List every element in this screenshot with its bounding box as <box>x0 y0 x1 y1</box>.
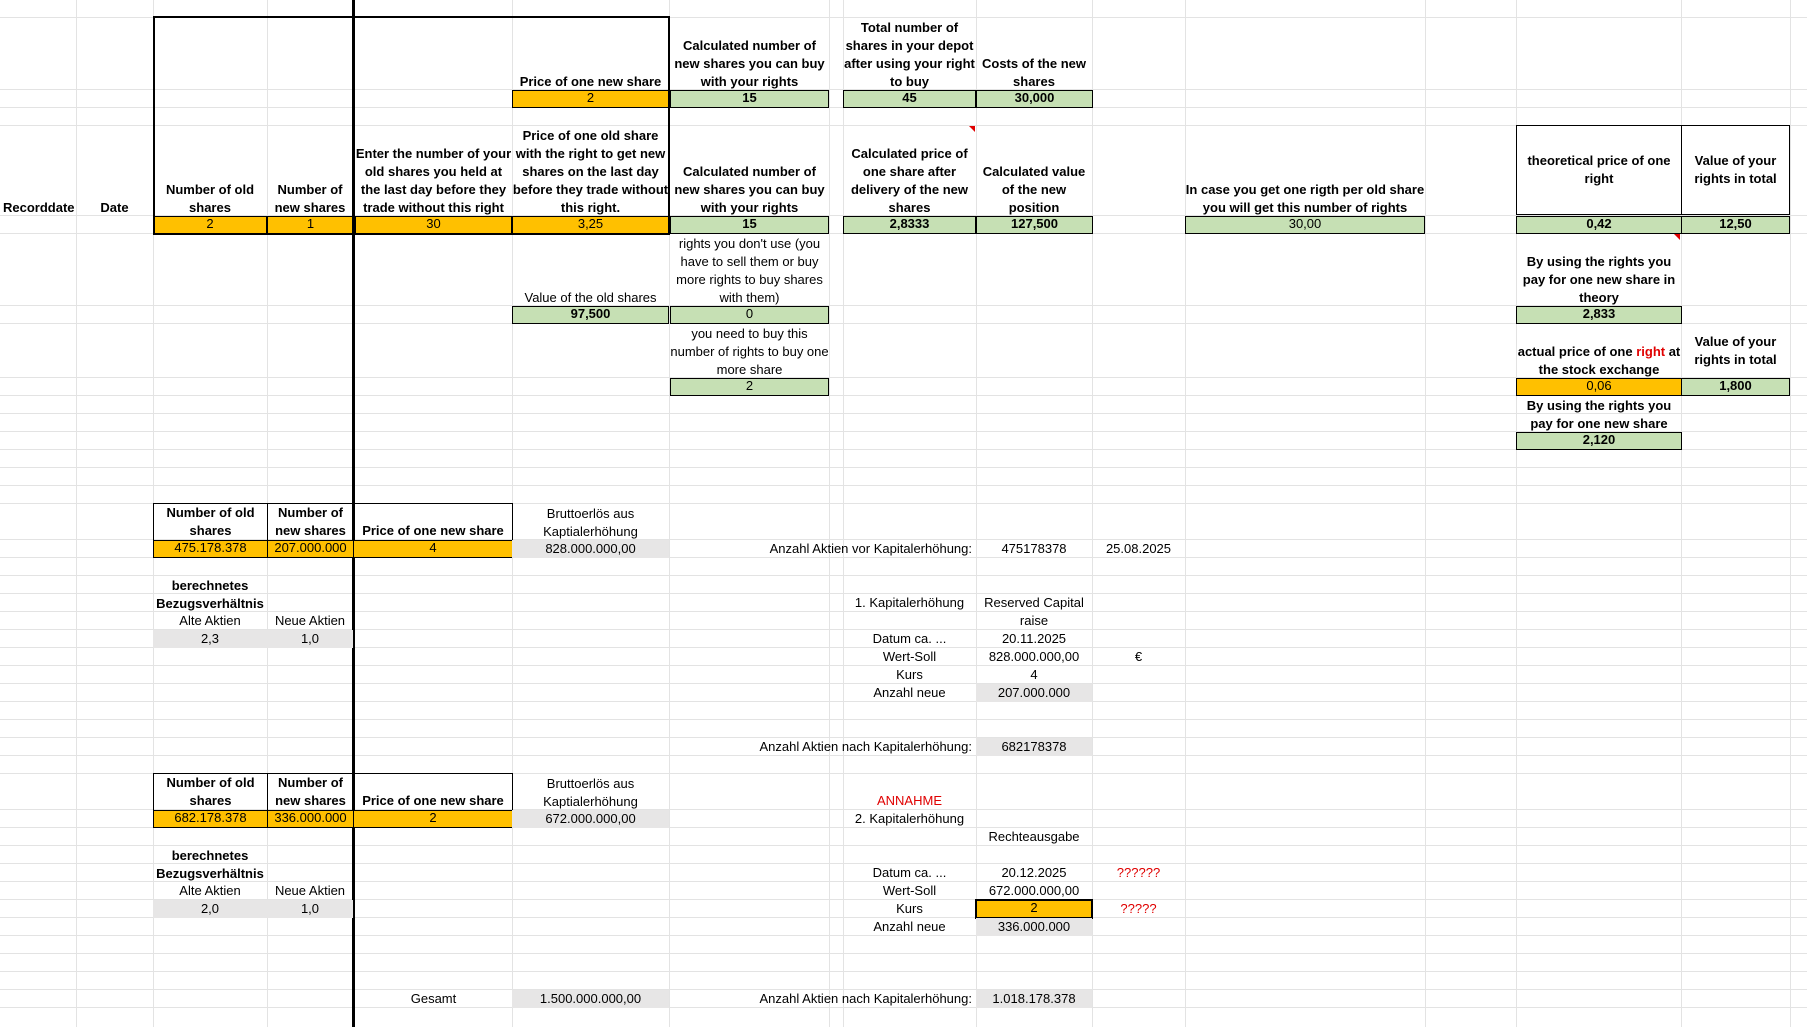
header-price-old-share: Price of one old share with the right to get new shares on the last day before they trade without this right. <box>512 128 669 215</box>
gridline <box>1185 0 1186 1027</box>
cap1-datum-value[interactable]: 20.11.2025 <box>1001 631 1067 646</box>
label-actual-price: actual price of one right at the stock exchange <box>1517 344 1681 377</box>
pay-theory-value[interactable]: 2,833 <box>1516 306 1682 324</box>
b1-header-price-new: Price of one new share <box>353 503 513 541</box>
header-in-case-rights: In case you get one rigth per old share you will get this number of rights <box>1185 182 1425 215</box>
header-costs-new: Costs of the new shares <box>981 56 1086 89</box>
cap2-kurs-label: Kurs <box>896 901 923 916</box>
b2-new-shares-input[interactable]: 336.000.000 <box>267 810 354 828</box>
cap2-wert-label: Wert-Soll <box>882 883 937 898</box>
cap1-title: 1. Kapitalerhöhung <box>854 595 965 610</box>
total-depot-value[interactable]: 45 <box>843 90 976 108</box>
b2-price-new-input[interactable]: 2 <box>353 810 513 828</box>
header-calc-new-shares-2: Calculated number of new shares you can buy with your rights <box>674 164 825 215</box>
header-calc-value-position: Calculated value of the new position <box>982 164 1086 215</box>
cap2-kurs-input[interactable]: 2 <box>975 899 1093 919</box>
totals-nach-value[interactable]: 1.018.178.378 <box>976 990 1092 1008</box>
need-to-buy-value[interactable]: 2 <box>670 378 829 396</box>
b1-alte-value[interactable]: 2,3 <box>153 630 267 648</box>
input-block-border-left <box>153 16 155 235</box>
b1-header-new-shares: Number of new shares <box>267 503 354 541</box>
actual-price-input[interactable]: 0,06 <box>1516 378 1682 396</box>
gridline <box>0 845 1807 846</box>
b1-ratio-title: berechnetes Bezugsverhältnis <box>156 578 264 611</box>
b2-neue-value[interactable]: 1,0 <box>267 900 353 918</box>
cap2-anzahl-value[interactable]: 336.000.000 <box>976 918 1092 936</box>
gridline <box>0 575 1807 576</box>
header-calc-price-old: Calculated price of one share after delivery of the new shares <box>850 146 969 215</box>
cap2-datum-question: ?????? <box>1116 865 1161 880</box>
input-block-border-bottom <box>153 233 670 235</box>
price-new-share-input[interactable]: 2 <box>512 90 669 108</box>
entered-old-shares-input[interactable]: 30 <box>355 216 512 234</box>
header-date: Date <box>100 200 129 215</box>
b1-neue-label: Neue Aktien <box>274 613 346 628</box>
b1-old-shares-input[interactable]: 475.178.378 <box>153 540 268 558</box>
b2-header-new-shares: Number of new shares <box>267 773 354 811</box>
calc-value-position-value[interactable]: 127,500 <box>976 216 1093 234</box>
gridline <box>829 0 830 1027</box>
cap2-annahme: ANNAHME <box>876 793 942 808</box>
header-old-shares: Number of old shares <box>165 182 255 215</box>
cap1-anzahl-vor-label: Anzahl Aktien vor Kapitalerhöhung: <box>769 541 972 556</box>
cap2-kurs-question: ????? <box>1120 901 1157 916</box>
b1-brutto-value[interactable]: 828.000.000,00 <box>512 540 669 558</box>
header-new-shares: Number of new shares <box>274 182 346 215</box>
cap1-kurs-label: Kurs <box>896 667 923 682</box>
label-rights-not-use: rights you don't use (you have to sell them or buy more rights to buy shares with them) <box>676 236 823 305</box>
gridline <box>0 971 1807 972</box>
cap2-datum-value[interactable]: 20.12.2025 <box>1001 865 1067 880</box>
cap2-anzahl-label: Anzahl neue <box>873 919 946 934</box>
input-block-border-top <box>153 16 670 18</box>
b2-ratio-title: berechnetes Bezugsverhältnis <box>156 848 264 881</box>
new-shares-input[interactable]: 1 <box>267 216 354 234</box>
value-old-shares[interactable]: 97,500 <box>512 306 669 324</box>
cap1-nach-value[interactable]: 682178378 <box>976 738 1092 756</box>
gridline <box>0 467 1807 468</box>
gridline <box>0 719 1807 720</box>
b2-alte-value[interactable]: 2,0 <box>153 900 267 918</box>
b1-new-shares-input[interactable]: 207.000.000 <box>267 540 354 558</box>
rights-not-use-value[interactable]: 0 <box>670 306 829 324</box>
b1-price-new-input[interactable]: 4 <box>353 540 513 558</box>
cap2-wert-value[interactable]: 672.000.000,00 <box>988 883 1080 898</box>
cap1-wert-label: Wert-Soll <box>882 649 937 664</box>
gesamt-value[interactable]: 1.500.000.000,00 <box>512 990 669 1008</box>
b2-brutto-value[interactable]: 672.000.000,00 <box>512 810 669 828</box>
b1-header-old-shares: Number of old shares <box>153 503 268 541</box>
label-need-to-buy: you need to buy this number of rights to buy one more share <box>670 326 829 377</box>
cap1-anzahl-value[interactable]: 207.000.000 <box>976 684 1092 702</box>
label-value-old-shares: Value of the old shares <box>524 290 657 305</box>
label-pay-actual: By using the rights you pay for one new share <box>1526 398 1672 431</box>
value-rights-total-2-value[interactable]: 1,800 <box>1681 378 1790 396</box>
cap1-kurs-value[interactable]: 4 <box>1030 667 1038 682</box>
calc-new-shares-value-2[interactable]: 15 <box>670 216 829 234</box>
b2-alte-label: Alte Aktien <box>179 883 241 898</box>
cap1-wert-value[interactable]: 828.000.000,00 <box>988 649 1080 664</box>
calc-price-old-value[interactable]: 2,8333 <box>843 216 976 234</box>
input-block-border-right <box>668 16 670 235</box>
b2-header-old-shares: Number of old shares <box>153 773 268 811</box>
cap1-wert-unit: € <box>1134 649 1143 664</box>
cap1-anzahl-vor-date[interactable]: 25.08.2025 <box>1105 541 1172 556</box>
b2-header-price-new: Price of one new share <box>353 773 513 811</box>
theoretical-price-value[interactable]: 0,42 <box>1516 216 1682 234</box>
cap1-datum-label: Datum ca. ... <box>872 631 947 646</box>
cap1-anzahl-vor-value[interactable]: 475178378 <box>1001 541 1067 556</box>
b1-alte-label: Alte Aktien <box>179 613 241 628</box>
gridline <box>1790 0 1791 1027</box>
b2-old-shares-input[interactable]: 682.178.378 <box>153 810 268 828</box>
cap2-rechte: Rechteausgabe <box>988 829 1080 844</box>
cap2-datum-label: Datum ca. ... <box>872 865 947 880</box>
gesamt-label: Gesamt <box>410 991 457 1006</box>
gridline <box>0 485 1807 486</box>
b1-header-brutto: Bruttoerlös aus Kaptialerhöhung <box>543 506 638 539</box>
old-shares-input[interactable]: 2 <box>153 216 267 234</box>
costs-new-value[interactable]: 30,000 <box>976 90 1093 108</box>
cap1-nach-label: Anzahl Aktien nach Kapitalerhöhung: <box>759 739 972 754</box>
comment-indicator <box>1674 234 1680 240</box>
label-pay-theory: By using the rights you pay for one new share in theory <box>1522 254 1676 305</box>
value-rights-total-value[interactable]: 12,50 <box>1681 216 1790 234</box>
b2-neue-label: Neue Aktien <box>274 883 346 898</box>
header-value-rights-total: Value of your rights in total <box>1681 125 1790 215</box>
gridline <box>1425 0 1426 1027</box>
cap1-reserved: Reserved Capital raise <box>984 595 1084 628</box>
calc-new-shares-value[interactable]: 15 <box>670 90 829 108</box>
header-theoretical-price: theoretical price of one right <box>1516 125 1682 215</box>
cap2-title: 2. Kapitalerhöhung <box>854 811 965 826</box>
pay-actual-value[interactable]: 2,120 <box>1516 432 1682 450</box>
price-old-share-input[interactable]: 3,25 <box>512 216 669 234</box>
gridline <box>0 953 1807 954</box>
comment-indicator <box>969 126 975 132</box>
label-value-rights-total-2: Value of your rights in total <box>1694 334 1777 367</box>
totals-nach-label: Anzahl Aktien nach Kapitalerhöhung: <box>759 991 972 1006</box>
header-enter-old-shares: Enter the number of your old shares you held at the last day before they trade without this right <box>355 146 512 215</box>
b1-neue-value[interactable]: 1,0 <box>267 630 353 648</box>
header-total-depot: Total number of shares in your depot after using your right to buy <box>844 20 975 89</box>
b2-header-brutto: Bruttoerlös aus Kaptialerhöhung <box>543 776 638 809</box>
gridline <box>76 0 77 1027</box>
header-price-new-share: Price of one new share <box>519 74 662 89</box>
header-recorddate: Recorddate <box>3 200 75 215</box>
rights-count-value[interactable]: 30,00 <box>1185 216 1425 234</box>
cap1-anzahl-label: Anzahl neue <box>873 685 946 700</box>
header-calc-new-shares-1: Calculated number of new shares you can buy with your rights <box>674 38 825 89</box>
